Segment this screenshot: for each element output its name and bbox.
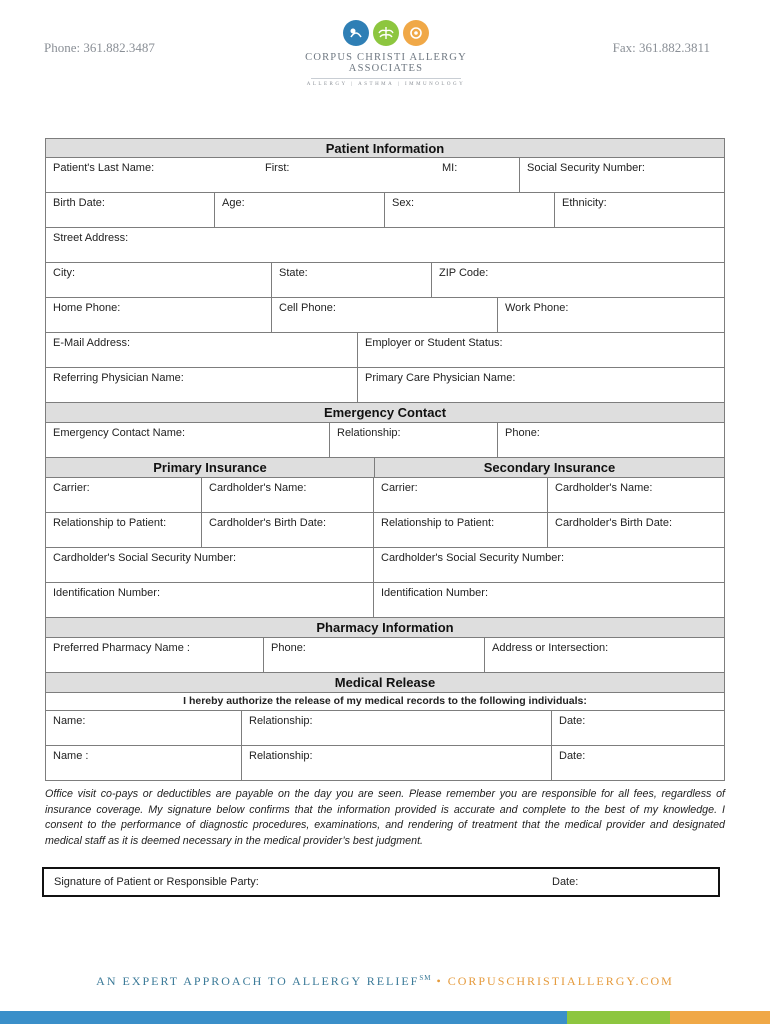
allergy-icon	[343, 20, 369, 46]
primary-id-field[interactable]	[46, 583, 374, 617]
signature-label: Signature of Patient or Responsible Party:	[54, 876, 259, 888]
medical-release-header	[45, 673, 725, 693]
release-relationship-field-2[interactable]	[242, 746, 552, 780]
release-date-field-1[interactable]	[552, 711, 724, 745]
referring-physician-label: Referring Physician Name:	[53, 372, 184, 384]
ethnicity-field[interactable]	[555, 193, 724, 227]
patient-info-header	[45, 138, 725, 158]
footer-bar-green	[567, 1011, 670, 1024]
secondary-holder-ssn-field[interactable]	[374, 548, 724, 582]
immunology-icon	[403, 20, 429, 46]
release-date-label-2: Date:	[559, 750, 586, 762]
street-address-label: Street Address:	[53, 232, 129, 244]
pharmacy-name-field[interactable]	[46, 638, 264, 672]
street-address-field[interactable]	[46, 228, 724, 262]
logo-subtitle: ALLERGY | ASTHMA | IMMUNOLOGY	[306, 82, 466, 87]
primary-insurance-title: Primary Insurance	[153, 460, 267, 475]
phone-number: Phone: 361.882.3487	[44, 40, 155, 55]
primary-relationship-field[interactable]	[46, 513, 202, 547]
secondary-relationship-field[interactable]	[374, 513, 548, 547]
birth-date-label: Birth Date:	[53, 197, 105, 209]
primary-holder-birth-field[interactable]	[202, 513, 374, 547]
emergency-relationship-label: Relationship:	[337, 427, 401, 439]
release-relationship-label-1: Relationship:	[249, 715, 313, 727]
city-label: City:	[53, 267, 75, 279]
emergency-contact-title: Emergency Contact	[323, 405, 447, 420]
footer-color-bar	[0, 1011, 770, 1024]
work-phone-label: Work Phone:	[505, 302, 569, 314]
employer-field[interactable]	[358, 333, 724, 367]
insurance-header	[45, 458, 725, 478]
first-name-label: First:	[265, 162, 290, 174]
registration-form	[45, 138, 725, 781]
zip-label: ZIP Code:	[439, 267, 489, 279]
website-link[interactable]: CORPUSCHRISTIALLERGY.COM	[447, 974, 674, 988]
release-relationship-field-1[interactable]	[242, 711, 552, 745]
patient-info-title: Patient Information	[325, 141, 445, 156]
last-name-label: Patient's Last Name:	[53, 162, 155, 174]
primary-carrier-field[interactable]	[46, 478, 202, 512]
patient-name-field[interactable]	[46, 158, 520, 192]
primary-id-label: Identification Number:	[53, 587, 160, 599]
emergency-relationship-field[interactable]	[330, 423, 498, 457]
asthma-icon	[373, 20, 399, 46]
work-phone-field[interactable]	[498, 298, 724, 332]
pharmacy-name-label: Preferred Pharmacy Name :	[53, 642, 190, 654]
footer-bar-orange	[670, 1011, 770, 1024]
logo-divider	[311, 78, 461, 79]
payment-consent-text: Office visit co-pays or deductibles are payable on the day you are seen. Please remember you are responsible for all fees, regardless of insurance coverage. My signature below confirms that the information provided is accurate and complete to the best of my knowledge. I consent to the performance of diagnostic procedures, examinations, and rendering of treatment that the medical provider and designated medical staff as it is deemed necessary in the medical provider’s best judgment.	[45, 788, 725, 847]
primary-holder-ssn-label: Cardholder's Social Security Number:	[53, 552, 237, 564]
release-date-field-2[interactable]	[552, 746, 724, 780]
medical-release-title: Medical Release	[334, 675, 436, 690]
state-field[interactable]	[272, 263, 432, 297]
home-phone-label: Home Phone:	[53, 302, 121, 314]
emergency-phone-field[interactable]	[498, 423, 724, 457]
signature-date-label: Date:	[552, 876, 579, 888]
pharmacy-phone-field[interactable]	[264, 638, 485, 672]
ethnicity-label: Ethnicity:	[562, 197, 607, 209]
emergency-contact-header	[45, 403, 725, 423]
secondary-id-field[interactable]	[374, 583, 724, 617]
mi-label: MI:	[442, 162, 458, 174]
separator-dot: •	[436, 974, 443, 988]
release-relationship-label-2: Relationship:	[249, 750, 313, 762]
release-authorization: I hereby authorize the release of my medical records to the following individuals:	[45, 693, 725, 711]
secondary-insurance-title: Secondary Insurance	[374, 458, 724, 477]
secondary-holder-name-field[interactable]	[548, 478, 724, 512]
release-name-field-2[interactable]	[46, 746, 242, 780]
signature-box[interactable]	[42, 867, 720, 897]
age-field[interactable]	[215, 193, 385, 227]
primary-care-field[interactable]	[358, 368, 724, 402]
birth-date-field[interactable]	[46, 193, 215, 227]
cell-phone-field[interactable]	[272, 298, 498, 332]
logo-name: CORPUS CHRISTI ALLERGY ASSOCIATES	[305, 52, 467, 74]
emergency-name-field[interactable]	[46, 423, 330, 457]
employer-label: Employer or Student Status:	[365, 337, 503, 349]
primary-holder-birth-label: Cardholder's Birth Date:	[209, 517, 327, 529]
primary-holder-name-label: Cardholder's Name:	[209, 482, 307, 494]
release-name-field-1[interactable]	[46, 711, 242, 745]
city-field[interactable]	[46, 263, 272, 297]
sex-field[interactable]	[385, 193, 555, 227]
age-label: Age:	[222, 197, 245, 209]
secondary-relationship-label: Relationship to Patient:	[381, 517, 495, 529]
secondary-holder-birth-field[interactable]	[548, 513, 724, 547]
home-phone-field[interactable]	[46, 298, 272, 332]
release-name-label-1: Name:	[53, 715, 86, 727]
fax-number: Fax: 361.882.3811	[612, 40, 710, 55]
secondary-holder-name-label: Cardholder's Name:	[555, 482, 653, 494]
secondary-holder-birth-label: Cardholder's Birth Date:	[555, 517, 673, 529]
logo	[276, 20, 496, 87]
primary-holder-name-field[interactable]	[202, 478, 374, 512]
pharmacy-header	[45, 618, 725, 638]
email-label: E-Mail Address:	[53, 337, 131, 349]
release-date-label-1: Date:	[559, 715, 586, 727]
tagline-text: AN EXPERT APPROACH TO ALLERGY RELIEF	[96, 974, 420, 988]
service-mark: SM	[419, 974, 432, 982]
secondary-id-label: Identification Number:	[381, 587, 488, 599]
release-name-label-2: Name :	[53, 750, 89, 762]
email-field[interactable]	[46, 333, 358, 367]
secondary-carrier-label: Carrier:	[381, 482, 418, 494]
footer-tagline	[0, 974, 770, 989]
referring-physician-field[interactable]	[46, 368, 358, 402]
primary-care-label: Primary Care Physician Name:	[365, 372, 516, 384]
footer-bar-blue	[0, 1011, 567, 1024]
primary-relationship-label: Relationship to Patient:	[53, 517, 167, 529]
ssn-field[interactable]	[520, 158, 724, 192]
pharmacy-address-field[interactable]	[485, 638, 724, 672]
pharmacy-phone-label: Phone:	[271, 642, 306, 654]
secondary-carrier-field[interactable]	[374, 478, 548, 512]
primary-holder-ssn-field[interactable]	[46, 548, 374, 582]
pharmacy-title: Pharmacy Information	[316, 620, 454, 635]
secondary-holder-ssn-label: Cardholder's Social Security Number:	[381, 552, 565, 564]
cell-phone-label: Cell Phone:	[279, 302, 336, 314]
emergency-phone-label: Phone:	[505, 427, 540, 439]
zip-field[interactable]	[432, 263, 724, 297]
sex-label: Sex:	[392, 197, 415, 209]
pharmacy-address-label: Address or Intersection:	[492, 642, 609, 654]
emergency-name-label: Emergency Contact Name:	[53, 427, 186, 439]
ssn-label: Social Security Number:	[527, 162, 645, 174]
primary-carrier-label: Carrier:	[53, 482, 90, 494]
state-label: State:	[279, 267, 308, 279]
